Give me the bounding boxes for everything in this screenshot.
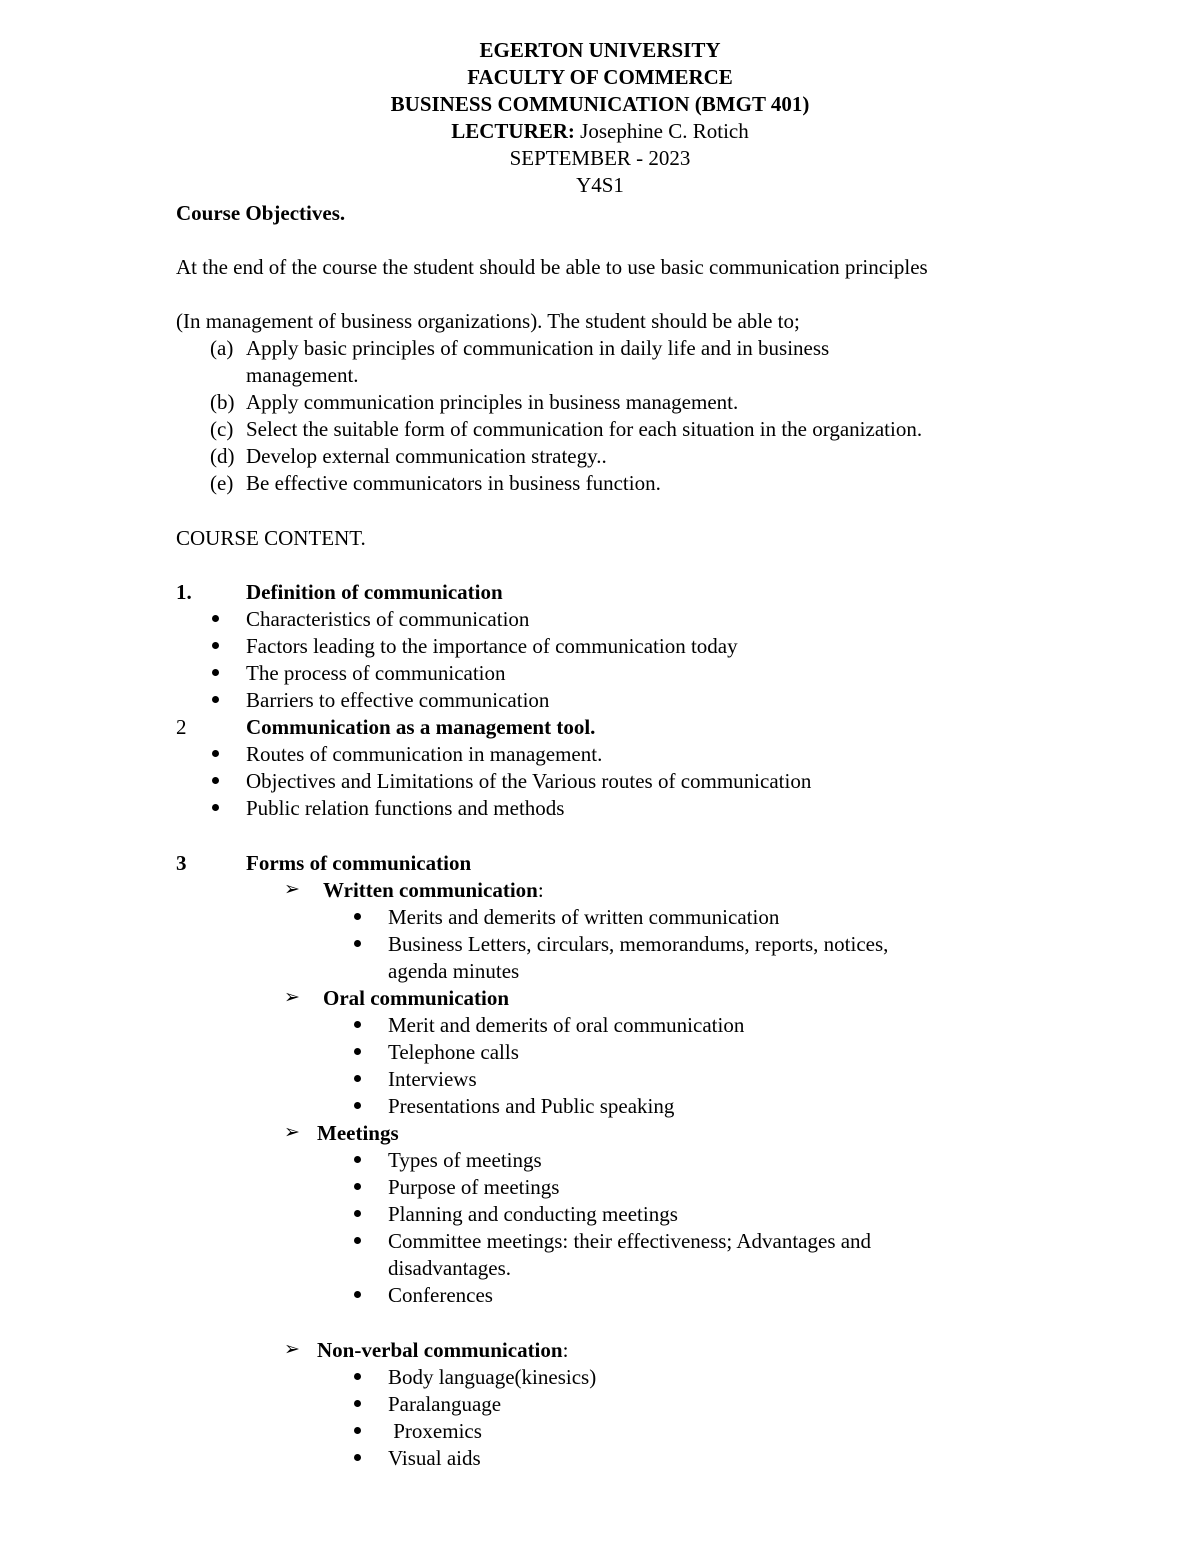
objectives-lead: (In management of business organizations). The student should be able to; [176,309,800,333]
meetings-bullet-3: Planning and conducting meetings [388,1202,678,1226]
bullet-dot [354,1102,361,1109]
university-name: EGERTON UNIVERSITY [479,38,721,62]
lecturer-label: LECTURER: [451,119,575,143]
written-bullet-2: Business Letters, circulars, memorandums, reports, notices, [388,932,889,956]
bullet-dot [354,1400,361,1407]
bullet-dot [354,1291,361,1298]
objective-marker-c: (c) [210,417,234,441]
bullet-dot [212,777,219,784]
bullet-dot [354,1454,361,1461]
subsection-meetings [317,1120,399,1146]
course-title: BUSINESS COMMUNICATION (BMGT 401) [390,92,810,116]
nonverbal-bullet-2: Paralanguage [388,1392,502,1416]
content-heading: COURSE CONTENT. [176,526,366,550]
document-term: Y4S1 [576,173,624,197]
nonverbal-bullet-1: Body language(kinesics) [388,1365,597,1389]
section-1-bullet-4: Barriers to effective communication [246,688,550,712]
bullet-dot [354,913,361,920]
objective-item-a: Apply basic principles of communication in daily life and in business [246,336,830,360]
bullet-dot [354,1021,361,1028]
bullet-dot [354,1048,361,1055]
objective-marker-d: (d) [210,444,235,468]
subsection-nonverbal [317,1337,568,1363]
bullet-dot [354,1075,361,1082]
section-1-bullet-3: The process of communication [246,661,506,685]
lecturer-name: Josephine C. Rotich [574,119,749,143]
meetings-bullet-4-continued: disadvantages. [388,1256,512,1280]
bullet-dot [354,940,361,947]
meetings-bullet-5: Conferences [388,1283,493,1307]
section-number-1: 1. [176,580,192,604]
section-2-bullet-3: Public relation functions and methods [246,796,565,820]
objective-item-b: Apply communication principles in business management. [246,390,739,414]
bullet-dot [212,750,219,757]
section-number-3: 3 [176,851,187,875]
meetings-bullet-4: Committee meetings: their effectiveness; Advantages and [388,1229,872,1253]
section-number-2: 2 [176,715,187,739]
oral-bullet-1: Merit and demerits of oral communication [388,1013,745,1037]
subsection-meetings-title: Meetings [317,1121,399,1145]
objective-marker-b: (b) [210,390,235,414]
bullet-dot [212,804,219,811]
bullet-dot [212,642,219,649]
document-date: SEPTEMBER - 2023 [509,146,691,170]
bullet-dot [212,615,219,622]
objectives-heading: Course Objectives. [176,201,346,225]
arrow-bullet-icon: ➢ [284,1121,300,1143]
objective-item-e: Be effective communicators in business function. [246,471,661,495]
written-bullet-2-continued: agenda minutes [388,959,520,983]
bullet-dot [212,669,219,676]
written-bullet-1: Merits and demerits of written communication [388,905,780,929]
objective-item-d: Develop external communication strategy.. [246,444,607,468]
oral-bullet-2: Telephone calls [388,1040,519,1064]
arrow-bullet-icon: ➢ [284,878,300,900]
section-1-bullet-1: Characteristics of communication [246,607,530,631]
subsection-written-suffix: : [537,878,544,902]
nonverbal-bullet-3: Proxemics [388,1419,482,1443]
section-title-2: Communication as a management tool. [246,715,596,739]
objectives-intro: At the end of the course the student should be able to use basic communication principles [176,255,928,279]
bullet-dot [354,1427,361,1434]
objective-item-c: Select the suitable form of communication for each situation in the organization. [246,417,923,441]
bullet-dot [354,1210,361,1217]
section-1-bullet-2: Factors leading to the importance of communication today [246,634,738,658]
section-2-bullet-2: Objectives and Limitations of the Various routes of communication [246,769,812,793]
subsection-nonverbal-suffix: : [562,1338,569,1362]
objective-item-a-continued: management. [246,363,359,387]
bullet-dot [354,1156,361,1163]
objective-marker-a: (a) [210,336,234,360]
section-title-3: Forms of communication [246,851,472,875]
objective-marker-e: (e) [210,471,234,495]
meetings-bullet-1: Types of meetings [388,1148,542,1172]
oral-bullet-4: Presentations and Public speaking [388,1094,675,1118]
section-2-bullet-1: Routes of communication in management. [246,742,603,766]
bullet-dot [354,1183,361,1190]
section-title-1: Definition of communication [246,580,503,604]
subsection-oral-title: Oral communication [323,986,510,1010]
meetings-bullet-2: Purpose of meetings [388,1175,560,1199]
oral-bullet-3: Interviews [388,1067,477,1091]
faculty-name: FACULTY OF COMMERCE [467,65,733,89]
arrow-bullet-icon: ➢ [284,1338,300,1360]
arrow-bullet-icon: ➢ [284,986,300,1008]
bullet-dot [354,1373,361,1380]
subsection-nonverbal-title: Non-verbal communication [317,1338,563,1362]
bullet-dot [354,1237,361,1244]
nonverbal-bullet-4: Visual aids [388,1446,481,1470]
lecturer-line [0,118,1200,144]
subsection-written [323,877,544,903]
bullet-dot [212,696,219,703]
subsection-written-title: Written communication [323,878,538,902]
subsection-oral [323,985,509,1011]
